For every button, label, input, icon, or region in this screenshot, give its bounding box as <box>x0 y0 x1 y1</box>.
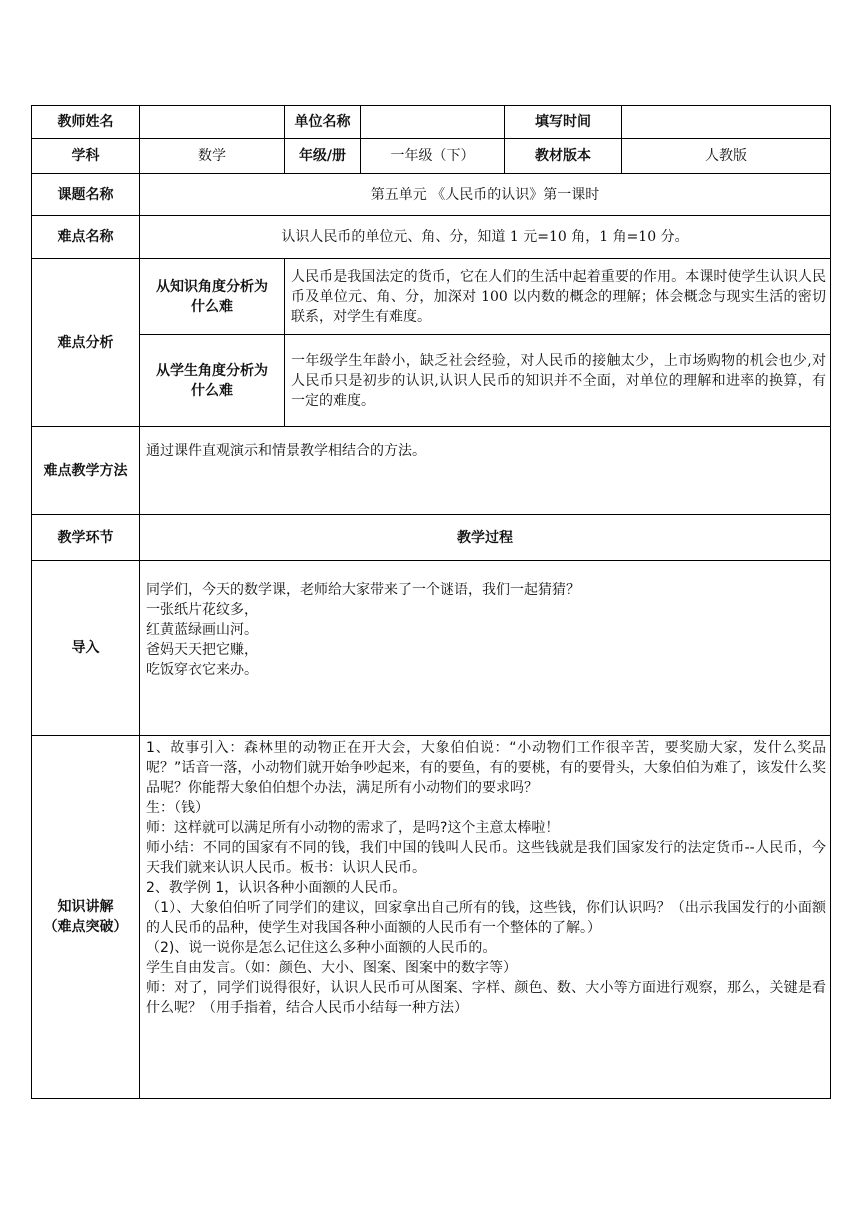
topic-value: 第五单元 《人民币的认识》第一课时 <box>140 174 831 216</box>
unit-name-label: 单位名称 <box>285 106 361 139</box>
edition-value: 人教版 <box>622 139 831 174</box>
row-analysis-student <box>32 335 831 427</box>
teacher-name-value <box>140 106 285 139</box>
row-difficulty <box>32 216 831 259</box>
subject-value: 数学 <box>140 139 285 174</box>
grade-value: 一年级（下） <box>361 139 505 174</box>
knowledge-paragraph: 师：对了，同学们说得很好，认识人民币可从图案、字样、颜色、数、大小等方面进行观察，那么，关键是看什么呢？（用手指着，结合人民币小结每一种方法） <box>146 980 826 1016</box>
intro-label: 导入 <box>32 561 140 736</box>
knowledge-angle-label <box>140 259 285 335</box>
process-header: 教学过程 <box>140 515 831 561</box>
difficulty-value: 认识人民币的单位元、角、分，知道 1 元=10 角，1 角=10 分。 <box>140 216 831 259</box>
knowledge-paragraph: 生：（钱） <box>146 800 209 816</box>
knowledge-paragraph: 2、教学例 1，认识各种小面额的人民币。 <box>146 880 407 896</box>
stage-header: 教学环节 <box>32 515 140 561</box>
row-process-header <box>32 515 831 561</box>
intro-content <box>140 561 831 736</box>
knowledge-paragraph: 1、故事引入：森林里的动物正在开大会，大象伯伯说：“小动物们工作很辛苦，要奖励大家，发什么奖品呢？”话音一落，小动物们就开始争吵起来，有的要鱼，有的要桃，有的要骨头，大象伯伯为难了，该发什么奖品呢？你能帮大象伯伯想个办法，满足所有小动物们的要求吗？ <box>146 740 826 796</box>
knowledge-paragraph: （2)、说一说你是怎么记住这么多种小面额的人民币的。 <box>146 940 497 956</box>
row-subject-info <box>32 139 831 174</box>
knowledge-label <box>32 736 140 1099</box>
grade-label: 年级/册 <box>285 139 361 174</box>
knowledge-paragraph: （1）、大象伯伯听了同学们的建议，回家拿出自己所有的钱，这些钱，你们认识吗？（出示我国发行的小面额的人民币的品种，使学生对我国各种小面额的人民币有一个整体的了解。） <box>146 900 826 936</box>
subject-label: 学科 <box>32 139 140 174</box>
topic-label: 课题名称 <box>32 174 140 216</box>
row-analysis-knowledge <box>32 259 831 335</box>
fill-time-value <box>622 106 831 139</box>
knowledge-angle-label-text: 从知识角度分析为什么难 <box>156 278 268 315</box>
edition-label: 教材版本 <box>505 139 622 174</box>
row-method <box>32 427 831 515</box>
row-teacher-info <box>32 106 831 139</box>
riddle-line: 红黄蓝绿画山河。 <box>146 622 258 638</box>
knowledge-paragraph: 学生自由发言。（如：颜色、大小、图案、图案中的数字等） <box>146 960 517 976</box>
knowledge-label-line2: （难点突破） <box>43 919 128 935</box>
row-intro <box>32 561 831 736</box>
riddle-line: 一张纸片花纹多， <box>146 602 258 618</box>
difficulty-label: 难点名称 <box>32 216 140 259</box>
method-text: 通过课件直观演示和情景教学相结合的方法。 <box>140 427 831 515</box>
teacher-name-label: 教师姓名 <box>32 106 140 139</box>
student-angle-label <box>140 335 285 427</box>
knowledge-angle-text: 人民币是我国法定的货币，它在人们的生活中起着重要的作用。本课时使学生认识人民币及单位元、角、分，加深对 100 以内数的概念的理解；体会概念与现实生活的密切联系，对学生有难度。 <box>285 259 831 335</box>
unit-name-value <box>361 106 505 139</box>
student-angle-label-text: 从学生角度分析为什么难 <box>156 362 268 399</box>
row-topic <box>32 174 831 216</box>
analysis-label: 难点分析 <box>32 259 140 427</box>
knowledge-label-line1: 知识讲解 <box>57 899 114 915</box>
row-knowledge <box>32 736 831 1099</box>
knowledge-paragraph: 师：这样就可以满足所有小动物的需求了，是吗?这个主意太棒啦！ <box>146 820 560 836</box>
student-angle-text: 一年级学生年龄小，缺乏社会经验，对人民币的接触太少，上市场购物的机会也少,对人民币只是初步的认识,认识人民币的知识并不全面，对单位的理解和进率的换算，有一定的难度。 <box>285 335 831 427</box>
intro-line: 同学们，今天的数学课，老师给大家带来了一个谜语，我们一起猜猜？ <box>146 582 580 598</box>
riddle-line: 吃饭穿衣它来办。 <box>146 662 258 678</box>
method-label: 难点教学方法 <box>32 427 140 515</box>
riddle-line: 爸妈天天把它赚， <box>146 642 258 658</box>
knowledge-content <box>140 736 831 1099</box>
fill-time-label: 填写时间 <box>505 106 622 139</box>
knowledge-paragraph: 师小结：不同的国家有不同的钱，我们中国的钱叫人民币。这些钱就是我们国家发行的法定货币--人民币，今天我们就来认识人民币。板书：认识人民币。 <box>146 840 826 876</box>
lesson-plan-table <box>31 105 831 1099</box>
